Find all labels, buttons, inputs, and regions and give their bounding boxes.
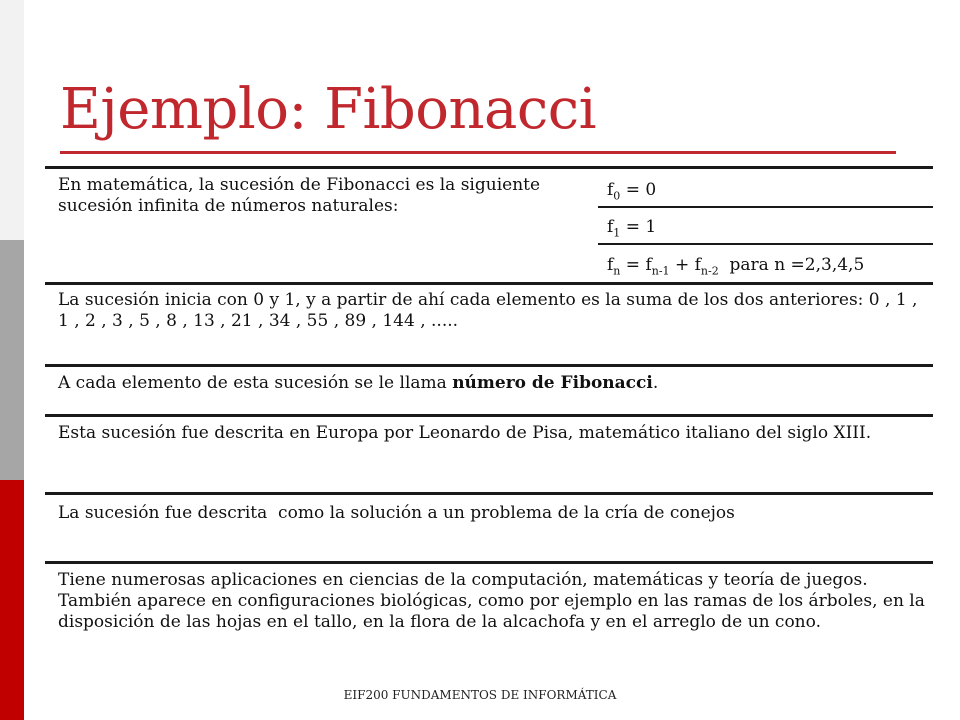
table-cell-rabbits: La sucesión fue descrita como la solución a un problema de la cría de conejos <box>58 503 735 523</box>
equation-f1: $f_1 = 1$ <box>607 217 657 240</box>
table-rule-row3 <box>45 364 933 367</box>
table-rule-top <box>45 166 933 169</box>
equation-fn: $f_n = f_{n-1} + f_{n-2}$ para n =2,3,4,5 <box>607 255 865 278</box>
title-underline <box>60 151 896 154</box>
table-cell-sequence: La sucesión inicia con 0 y 1, y a partir de ahí cada elemento es la suma de los dos anteriores: 0 , 1 , 1 , 2 , 3 , 5 , 8 , 13 , 21 , 34 , 55 , 89 , 144 , ..... <box>58 290 918 331</box>
slide-footer: EIF200 FUNDAMENTOS DE INFORMÁTICA <box>343 688 617 702</box>
table-cell-definition: A cada elemento de esta sucesión se le llama número de Fibonacci. <box>58 373 659 393</box>
term-fibonacci-number: número de Fibonacci <box>452 373 653 393</box>
sidebar-band-middle <box>0 240 24 480</box>
table-cell-applications: Tiene numerosas aplicaciones en ciencias de la computación, matemáticas y teoría de juegos. También aparece en configuraciones biológicas, como por ejemplo en las ramas de los árboles, en la disposición de las hojas en el tallo, en la flora de la alcachofa y en el arreglo de un cono. <box>58 570 925 632</box>
slide-title: Ejemplo: Fibonacci <box>60 77 597 142</box>
table-rule-row6 <box>45 561 933 564</box>
table-rule-row5 <box>45 492 933 495</box>
table-cell-history: Esta sucesión fue descrita en Europa por Leonardo de Pisa, matemático italiano del siglo XIII. <box>58 423 872 443</box>
table-cell-intro: En matemática, la sucesión de Fibonacci es la siguiente sucesión infinita de números naturales: <box>58 175 541 216</box>
sidebar-band-bottom <box>0 480 24 720</box>
table-rule-row2 <box>45 282 933 285</box>
equation-f0: $f_0 = 0$ <box>607 180 657 203</box>
table-rule-row4 <box>45 414 933 417</box>
sidebar-band-top <box>0 0 24 240</box>
